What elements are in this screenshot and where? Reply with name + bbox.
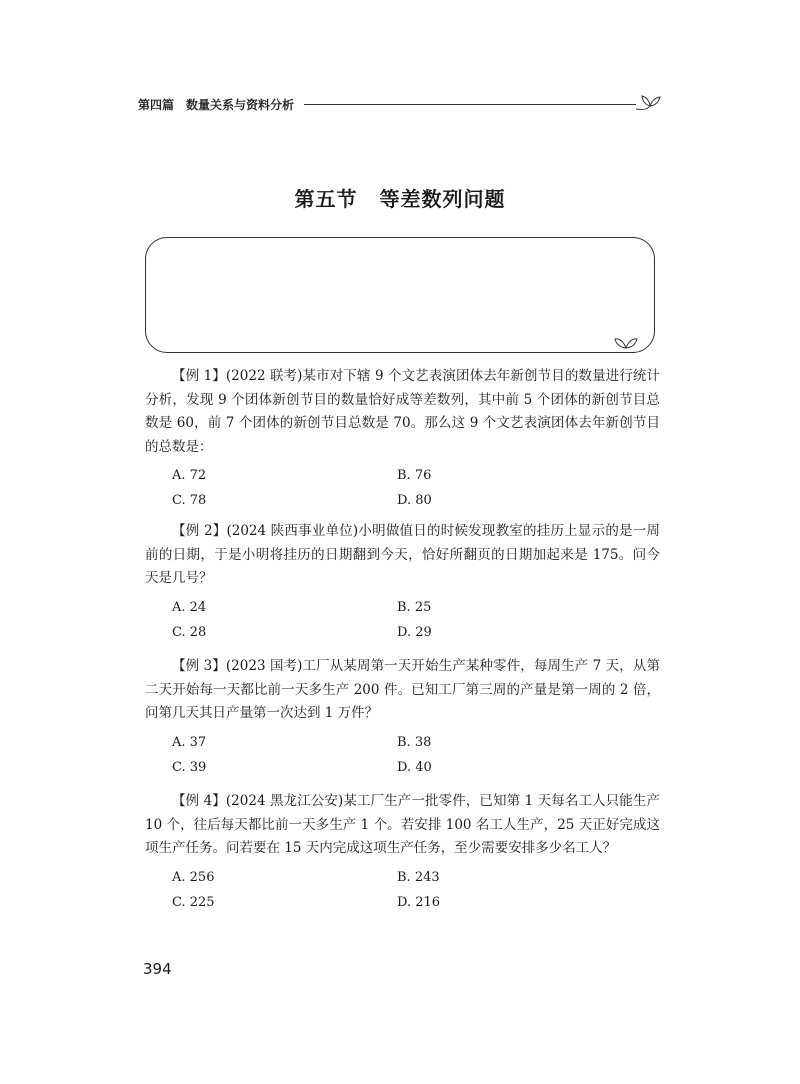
option-a: A. 24 — [172, 599, 207, 615]
option-c: C. 39 — [172, 759, 207, 775]
option-d: D. 40 — [397, 759, 432, 775]
option-d: D. 216 — [397, 894, 441, 910]
example-4 — [145, 790, 660, 915]
page-number: 394 — [143, 960, 172, 978]
section-title — [0, 183, 800, 212]
section-number: 第五节 — [294, 187, 358, 211]
option-c: C. 225 — [172, 894, 215, 910]
note-box — [145, 237, 655, 353]
option-b: B. 25 — [397, 599, 432, 615]
option-c: C. 28 — [172, 624, 207, 640]
option-b: B. 243 — [397, 869, 440, 885]
example-3 — [145, 655, 660, 780]
option-d: D. 29 — [397, 624, 432, 640]
answer-options — [145, 865, 660, 915]
option-a: A. 37 — [172, 734, 207, 750]
answer-options — [145, 595, 660, 645]
leaf-icon — [614, 336, 638, 350]
example-question: 【例 1】(2022 联考)某市对下辖 9 个文艺表演团体去年新创节目的数量进行统计分析，发现 9 个团体新创节目的数量恰好成等差数列，其中前 5 个团体的新创节目总数是 60，前 7 个团体的新创节目总数是 70。那么这 9 个文艺表演团体去年新创节目的总数是： — [145, 368, 660, 455]
option-d: D. 80 — [397, 493, 432, 508]
header-rule — [304, 104, 636, 105]
option-c: C. 78 — [172, 493, 207, 508]
running-header — [138, 92, 662, 116]
option-b: B. 76 — [397, 468, 432, 483]
example-1 — [145, 365, 660, 513]
option-a: A. 256 — [172, 869, 215, 885]
answer-options — [145, 730, 660, 780]
example-2 — [145, 520, 660, 645]
sprout-icon — [636, 92, 662, 116]
option-a: A. 72 — [172, 468, 207, 483]
example-question: 【例 2】(2024 陕西事业单位)小明做值日的时候发现教室的挂历上显示的是一周前的日期，于是小明将挂历的日期翻到今天，恰好所翻页的日期加起来是 175。问今天是几号？ — [145, 523, 660, 586]
section-name: 等差数列问题 — [379, 187, 506, 211]
part-label: 第四篇 — [138, 97, 175, 112]
option-b: B. 38 — [397, 734, 432, 750]
example-question: 【例 3】(2023 国考)工厂从某周第一天开始生产某种零件，每周生产 7 天，从第二天开始每一天都比前一天多生产 200 件。已知工厂第三周的产量是第一周的 2 倍，问第几天其日产量第一次达到 1 万件？ — [145, 658, 660, 721]
example-question: 【例 4】(2024 黑龙江公安)某工厂生产一批零件，已知第 1 天每名工人只能生产 10 个，往后每天都比前一天多生产 1 个。若安排 100 名工人生产，25 天正好完成这项生产任务。问若要在 15 天内完成这项生产任务，至少需要安排多少名工人？ — [145, 793, 660, 856]
answer-options — [145, 463, 660, 513]
subject-label: 数量关系与资料分析 — [186, 97, 295, 112]
